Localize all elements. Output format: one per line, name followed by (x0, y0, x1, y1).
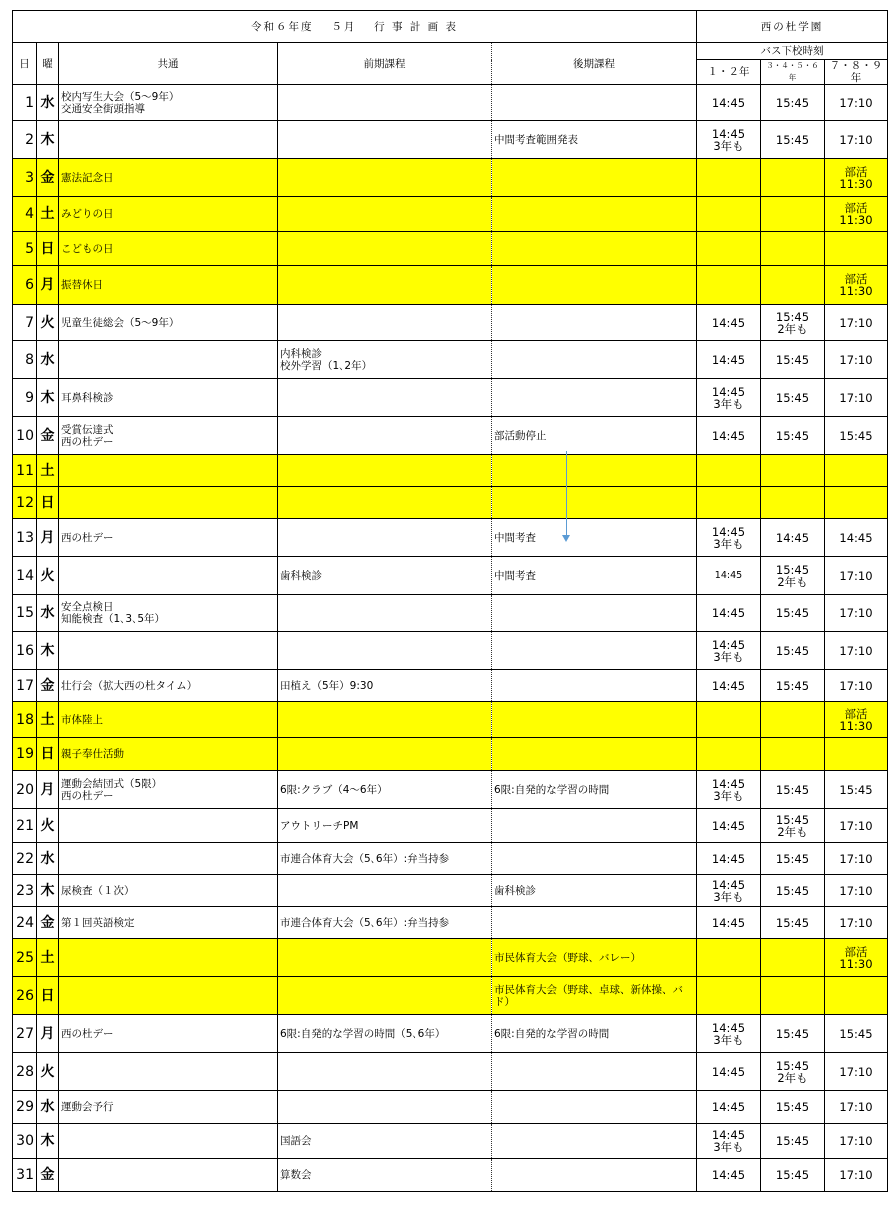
weekday-cell: 木 (37, 875, 59, 907)
common-cell: 安全点検日 知能検査（1､3､5年） (59, 595, 278, 632)
common-cell (59, 455, 278, 487)
bus-time-3456: 15:45 (761, 771, 825, 809)
day-number: 5 (13, 232, 37, 266)
common-cell: 校内写生大会（5～9年） 交通安全街頭指導 (59, 85, 278, 121)
bus-time-12: 14:45 (697, 417, 761, 455)
bus-time-12: 14:45 3年も (697, 1015, 761, 1053)
table-row (13, 557, 888, 595)
school-name: 西の杜学園 (697, 11, 888, 43)
common-cell: 振替休日 (59, 266, 278, 305)
bus-time-12: 14:45 (697, 1053, 761, 1091)
common-cell (59, 809, 278, 843)
bus-time-3456: 15:45 (761, 595, 825, 632)
bus-time-3456: 15:45 (761, 1124, 825, 1159)
kouki-cell: 歯科検診 (492, 875, 697, 907)
common-cell: 尿検査（１次） (59, 875, 278, 907)
common-cell (59, 843, 278, 875)
kouki-cell (492, 85, 697, 121)
weekday-cell: 土 (37, 702, 59, 738)
bus-time-3456: 15:45 (761, 632, 825, 670)
bus-time-3456 (761, 939, 825, 977)
kouki-cell (492, 632, 697, 670)
kouki-cell (492, 670, 697, 702)
weekday-cell: 日 (37, 232, 59, 266)
table-row (13, 632, 888, 670)
common-cell (59, 1124, 278, 1159)
bus-time-789: 17:10 (825, 557, 888, 595)
common-cell: 第１回英語検定 (59, 907, 278, 939)
zenki-cell: 市連合体育大会（5､6年）:弁当持参 (278, 843, 492, 875)
day-number: 28 (13, 1053, 37, 1091)
kouki-cell (492, 266, 697, 305)
table-row (13, 487, 888, 519)
zenki-cell (278, 232, 492, 266)
bus-time-12: 14:45 3年も (697, 519, 761, 557)
zenki-cell (278, 197, 492, 232)
bus-time-3456: 15:45 (761, 875, 825, 907)
bus-time-12: 14:45 (697, 595, 761, 632)
table-row (13, 519, 888, 557)
bus-time-3456: 15:45 (761, 341, 825, 379)
kouki-cell (492, 159, 697, 197)
zenki-cell: 内科検診 校外学習（1､2年） (278, 341, 492, 379)
bus-time-789: 15:45 (825, 771, 888, 809)
bus-time-12: 14:45 3年も (697, 379, 761, 417)
weekday-cell: 土 (37, 939, 59, 977)
col-header-bus-3456: ３・４・５・６年 (761, 60, 825, 85)
day-number: 16 (13, 632, 37, 670)
bus-time-3456 (761, 232, 825, 266)
bus-time-12: 14:45 3年も (697, 1124, 761, 1159)
bus-time-3456: 15:45 (761, 121, 825, 159)
bus-time-789: 部活 11:30 (825, 197, 888, 232)
table-row (13, 595, 888, 632)
zenki-cell (278, 305, 492, 341)
common-cell: 市体陸上 (59, 702, 278, 738)
zenki-cell (278, 875, 492, 907)
bus-time-789: 17:10 (825, 121, 888, 159)
table-row (13, 159, 888, 197)
common-cell (59, 557, 278, 595)
kouki-cell: 6限:自発的な学習の時間 (492, 1015, 697, 1053)
bus-time-3456 (761, 197, 825, 232)
bus-time-3456 (761, 455, 825, 487)
day-number: 13 (13, 519, 37, 557)
bus-time-3456: 15:45 (761, 1159, 825, 1192)
kouki-cell (492, 702, 697, 738)
table-row (13, 702, 888, 738)
kouki-cell: 6限:自発的な学習の時間 (492, 771, 697, 809)
kouki-cell: 市民体育大会（野球、卓球、新体操、バド） (492, 977, 697, 1015)
weekday-cell: 金 (37, 1159, 59, 1192)
page-title: 令和６年度 ５月 行 事 計 画 表 (13, 11, 697, 43)
bus-time-3456 (761, 487, 825, 519)
weekday-cell: 月 (37, 266, 59, 305)
weekday-cell: 月 (37, 519, 59, 557)
col-header-day: 日 (13, 43, 37, 85)
bus-time-789 (825, 977, 888, 1015)
zenki-cell (278, 121, 492, 159)
zenki-cell: 市連合体育大会（5､6年）:弁当持参 (278, 907, 492, 939)
table-row (13, 455, 888, 487)
bus-time-789: 17:10 (825, 875, 888, 907)
bus-time-3456: 14:45 (761, 519, 825, 557)
common-cell (59, 977, 278, 1015)
day-number: 7 (13, 305, 37, 341)
bus-time-789: 17:10 (825, 595, 888, 632)
bus-time-3456 (761, 702, 825, 738)
kouki-cell (492, 843, 697, 875)
kouki-cell: 中間考査範囲発表 (492, 121, 697, 159)
bus-time-789: 部活 11:30 (825, 159, 888, 197)
bus-time-12 (697, 702, 761, 738)
bus-time-3456: 15:45 (761, 670, 825, 702)
common-cell: みどりの日 (59, 197, 278, 232)
bus-time-789: 15:45 (825, 1015, 888, 1053)
common-cell (59, 121, 278, 159)
kouki-cell (492, 907, 697, 939)
zenki-cell: アウトリーチPM (278, 809, 492, 843)
bus-time-789: 17:10 (825, 341, 888, 379)
bus-time-789: 17:10 (825, 85, 888, 121)
day-number: 29 (13, 1091, 37, 1124)
col-header-common: 共通 (59, 43, 278, 85)
bus-time-12: 14:45 (697, 1091, 761, 1124)
zenki-cell (278, 487, 492, 519)
zenki-cell: 6限:自発的な学習の時間（5､6年） (278, 1015, 492, 1053)
col-header-kouki: 後期課程 (492, 43, 697, 85)
zenki-cell (278, 455, 492, 487)
arrow-down-icon (562, 535, 570, 542)
day-number: 26 (13, 977, 37, 1015)
bus-time-12: 14:45 3年も (697, 771, 761, 809)
bus-time-3456 (761, 266, 825, 305)
weekday-cell: 日 (37, 738, 59, 771)
weekday-cell: 金 (37, 670, 59, 702)
kouki-cell (492, 341, 697, 379)
bus-time-3456: 15:45 2年も (761, 557, 825, 595)
table-row (13, 843, 888, 875)
common-cell (59, 341, 278, 379)
bus-time-3456: 15:45 (761, 85, 825, 121)
kouki-cell (492, 738, 697, 771)
common-cell (59, 487, 278, 519)
header-row (13, 43, 888, 60)
title-row (13, 11, 888, 43)
bus-time-789: 14:45 (825, 519, 888, 557)
col-header-bus-12: １・２年 (697, 60, 761, 85)
kouki-cell (492, 232, 697, 266)
weekday-cell: 月 (37, 771, 59, 809)
day-number: 6 (13, 266, 37, 305)
weekday-cell: 土 (37, 455, 59, 487)
bus-time-3456: 15:45 (761, 379, 825, 417)
common-cell: 児童生徒総会（5～9年） (59, 305, 278, 341)
bus-time-12: 14:45 3年も (697, 121, 761, 159)
zenki-cell: 6限:クラブ（4～6年） (278, 771, 492, 809)
bus-time-12: 14:45 3年も (697, 632, 761, 670)
day-number: 30 (13, 1124, 37, 1159)
day-number: 8 (13, 341, 37, 379)
kouki-cell: 部活動停止 (492, 417, 697, 455)
weekday-cell: 火 (37, 809, 59, 843)
zenki-cell (278, 85, 492, 121)
bus-time-12: 14:45 (697, 305, 761, 341)
bus-time-3456: 15:45 (761, 417, 825, 455)
common-cell: 西の杜デー (59, 519, 278, 557)
zenki-cell (278, 1091, 492, 1124)
common-cell (59, 632, 278, 670)
kouki-cell: 中間考査 (492, 519, 697, 557)
common-cell: こどもの日 (59, 232, 278, 266)
bus-time-12 (697, 977, 761, 1015)
table-row (13, 977, 888, 1015)
table-row (13, 417, 888, 455)
table-row (13, 738, 888, 771)
bus-time-3456 (761, 977, 825, 1015)
table-row (13, 266, 888, 305)
col-header-bus-789: ７・８・９年 (825, 60, 888, 85)
arrow-line (566, 451, 567, 537)
zenki-cell (278, 738, 492, 771)
day-number: 23 (13, 875, 37, 907)
zenki-cell (278, 702, 492, 738)
common-cell: 運動会結団式（5限） 西の杜デー (59, 771, 278, 809)
bus-time-3456: 15:45 (761, 1015, 825, 1053)
table-row (13, 232, 888, 266)
table-row (13, 809, 888, 843)
zenki-cell: 算数会 (278, 1159, 492, 1192)
common-cell (59, 1053, 278, 1091)
zenki-cell: 国語会 (278, 1124, 492, 1159)
kouki-cell (492, 1159, 697, 1192)
weekday-cell: 水 (37, 595, 59, 632)
common-cell (59, 1159, 278, 1192)
weekday-cell: 木 (37, 121, 59, 159)
weekday-cell: 日 (37, 487, 59, 519)
bus-time-789: 17:10 (825, 1159, 888, 1192)
bus-time-12 (697, 939, 761, 977)
kouki-cell (492, 595, 697, 632)
table-row (13, 670, 888, 702)
zenki-cell (278, 266, 492, 305)
common-cell: 耳鼻科検診 (59, 379, 278, 417)
bus-time-12 (697, 197, 761, 232)
bus-time-12: 14:45 (697, 843, 761, 875)
table-row (13, 907, 888, 939)
day-number: 12 (13, 487, 37, 519)
bus-time-3456: 15:45 2年も (761, 809, 825, 843)
day-number: 20 (13, 771, 37, 809)
bus-time-12 (697, 487, 761, 519)
weekday-cell: 火 (37, 1053, 59, 1091)
bus-time-12: 14:45 (697, 809, 761, 843)
schedule-table (12, 10, 888, 1192)
bus-time-789: 17:10 (825, 809, 888, 843)
day-number: 21 (13, 809, 37, 843)
bus-time-3456: 15:45 (761, 843, 825, 875)
col-header-bus: バス下校時刻 (697, 43, 888, 60)
bus-time-789: 17:10 (825, 843, 888, 875)
table-row (13, 85, 888, 121)
common-cell: 憲法記念日 (59, 159, 278, 197)
table-row (13, 305, 888, 341)
day-number: 11 (13, 455, 37, 487)
table-row (13, 1124, 888, 1159)
table-row (13, 197, 888, 232)
common-cell (59, 939, 278, 977)
day-number: 4 (13, 197, 37, 232)
bus-time-789 (825, 232, 888, 266)
zenki-cell (278, 1053, 492, 1091)
col-header-weekday: 曜 (37, 43, 59, 85)
weekday-cell: 水 (37, 341, 59, 379)
day-number: 3 (13, 159, 37, 197)
day-number: 18 (13, 702, 37, 738)
day-number: 9 (13, 379, 37, 417)
kouki-cell: 中間考査 (492, 557, 697, 595)
day-number: 15 (13, 595, 37, 632)
bus-time-12: 14:45 (697, 557, 761, 595)
day-number: 22 (13, 843, 37, 875)
bus-time-789: 部活 11:30 (825, 939, 888, 977)
bus-time-789: 17:10 (825, 632, 888, 670)
zenki-cell (278, 632, 492, 670)
bus-time-789: 17:10 (825, 1053, 888, 1091)
bus-time-3456: 15:45 (761, 907, 825, 939)
common-cell: 運動会予行 (59, 1091, 278, 1124)
bus-time-12: 14:45 (697, 341, 761, 379)
bus-time-12: 14:45 (697, 85, 761, 121)
weekday-cell: 水 (37, 1091, 59, 1124)
weekday-cell: 日 (37, 977, 59, 1015)
kouki-cell (492, 379, 697, 417)
col-header-zenki: 前期課程 (278, 43, 492, 85)
kouki-cell (492, 1124, 697, 1159)
day-number: 17 (13, 670, 37, 702)
day-number: 10 (13, 417, 37, 455)
bus-time-789 (825, 487, 888, 519)
weekday-cell: 金 (37, 417, 59, 455)
zenki-cell (278, 977, 492, 1015)
bus-time-12: 14:45 (697, 907, 761, 939)
table-row (13, 1015, 888, 1053)
zenki-cell (278, 379, 492, 417)
common-cell: 受賞伝達式 西の杜デー (59, 417, 278, 455)
zenki-cell: 田植え（5年）9:30 (278, 670, 492, 702)
bus-time-3456 (761, 159, 825, 197)
day-number: 27 (13, 1015, 37, 1053)
zenki-cell (278, 417, 492, 455)
common-cell: 親子奉仕活動 (59, 738, 278, 771)
day-number: 24 (13, 907, 37, 939)
bus-time-12 (697, 455, 761, 487)
bus-time-789: 17:10 (825, 907, 888, 939)
kouki-cell (492, 305, 697, 341)
table-row (13, 1159, 888, 1192)
weekday-cell: 月 (37, 1015, 59, 1053)
table-row (13, 875, 888, 907)
table-row (13, 1091, 888, 1124)
zenki-cell: 歯科検診 (278, 557, 492, 595)
bus-time-12 (697, 738, 761, 771)
day-number: 2 (13, 121, 37, 159)
zenki-cell (278, 595, 492, 632)
bus-time-789 (825, 738, 888, 771)
common-cell: 壮行会（拡大西の杜タイム） (59, 670, 278, 702)
weekday-cell: 木 (37, 632, 59, 670)
weekday-cell: 金 (37, 159, 59, 197)
weekday-cell: 金 (37, 907, 59, 939)
common-cell: 西の杜デー (59, 1015, 278, 1053)
kouki-cell (492, 809, 697, 843)
day-number: 31 (13, 1159, 37, 1192)
bus-time-3456: 15:45 2年も (761, 1053, 825, 1091)
weekday-cell: 水 (37, 843, 59, 875)
table-row (13, 1053, 888, 1091)
bus-time-789: 17:10 (825, 670, 888, 702)
table-row (13, 939, 888, 977)
zenki-cell (278, 519, 492, 557)
kouki-cell (492, 197, 697, 232)
kouki-cell: 市民体育大会（野球、バレー） (492, 939, 697, 977)
bus-time-12 (697, 232, 761, 266)
bus-time-789: 部活 11:30 (825, 266, 888, 305)
weekday-cell: 水 (37, 85, 59, 121)
day-number: 14 (13, 557, 37, 595)
weekday-cell: 木 (37, 1124, 59, 1159)
weekday-cell: 火 (37, 557, 59, 595)
bus-time-789: 15:45 (825, 417, 888, 455)
weekday-cell: 木 (37, 379, 59, 417)
weekday-cell: 火 (37, 305, 59, 341)
table-row (13, 771, 888, 809)
bus-time-789: 17:10 (825, 1091, 888, 1124)
day-number: 25 (13, 939, 37, 977)
day-number: 19 (13, 738, 37, 771)
bus-time-789: 17:10 (825, 1124, 888, 1159)
kouki-cell (492, 487, 697, 519)
bus-time-3456: 15:45 (761, 1091, 825, 1124)
weekday-cell: 土 (37, 197, 59, 232)
bus-time-789 (825, 455, 888, 487)
bus-time-12 (697, 159, 761, 197)
bus-time-12: 14:45 (697, 1159, 761, 1192)
bus-time-3456 (761, 738, 825, 771)
kouki-cell (492, 1053, 697, 1091)
zenki-cell (278, 159, 492, 197)
table-row (13, 121, 888, 159)
kouki-cell (492, 1091, 697, 1124)
bus-time-789: 17:10 (825, 379, 888, 417)
bus-time-789: 17:10 (825, 305, 888, 341)
bus-time-12 (697, 266, 761, 305)
day-number: 1 (13, 85, 37, 121)
table-row (13, 379, 888, 417)
bus-time-12: 14:45 3年も (697, 875, 761, 907)
bus-time-12: 14:45 (697, 670, 761, 702)
table-row (13, 341, 888, 379)
zenki-cell (278, 939, 492, 977)
bus-time-3456: 15:45 2年も (761, 305, 825, 341)
kouki-cell (492, 455, 697, 487)
bus-time-789: 部活 11:30 (825, 702, 888, 738)
